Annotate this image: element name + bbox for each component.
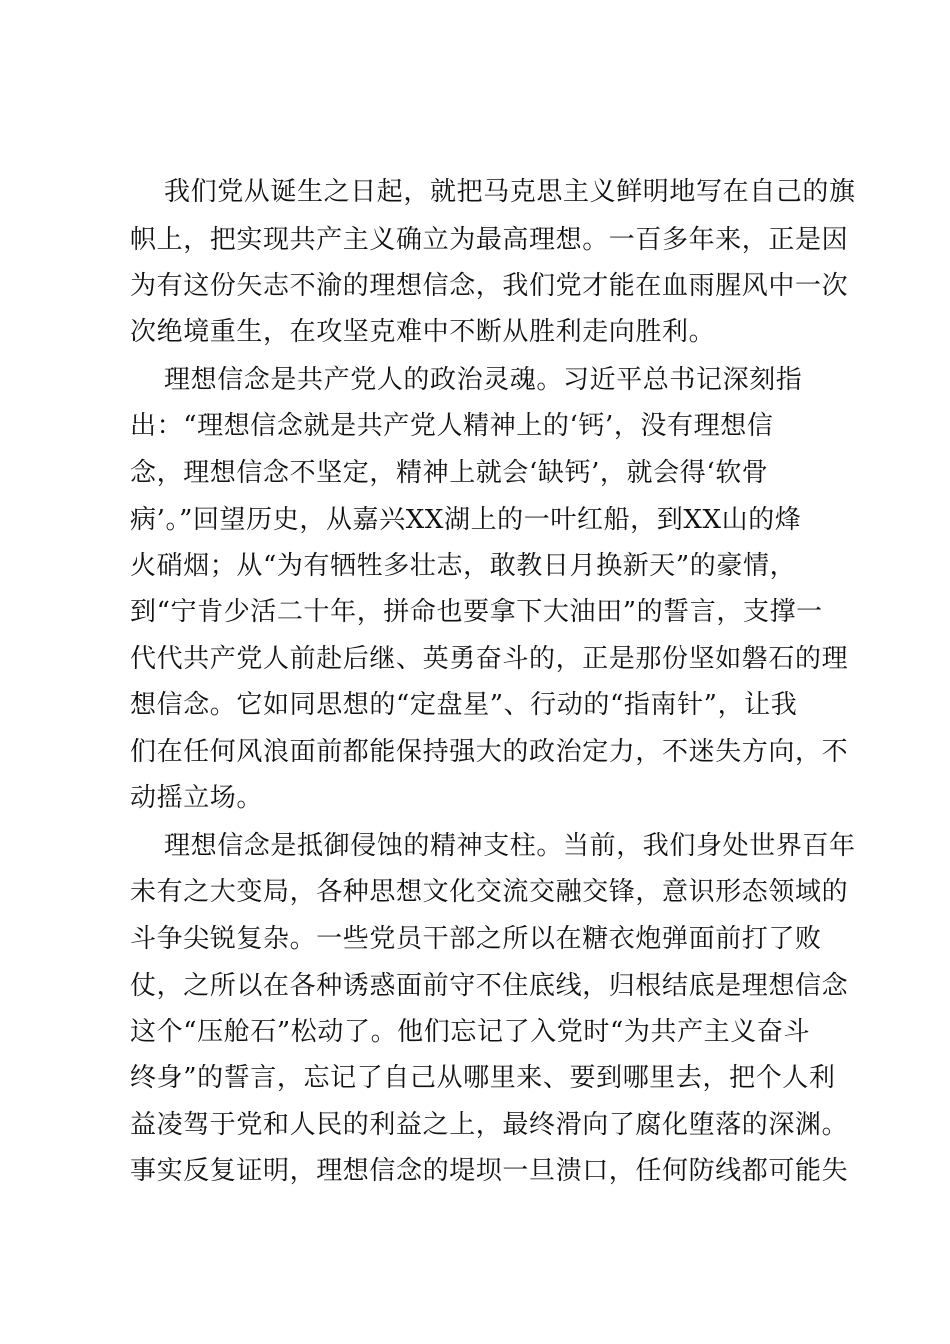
paragraph-3-line-2: 未有之大变局，各种思想文化交流交融交锋，意识形态领域的 <box>130 877 849 907</box>
paragraph-3-line-4: 仗，之所以在各种诱惑面前守不住底线，归根结底是理想信念 <box>130 971 849 1001</box>
paragraph-2-line-2: 出：“理想信念就是共产党人精神上的‘钙’，没有理想信 <box>130 411 774 441</box>
paragraph-1-line-2: 帜上，把实现共产主义确立为最高理想。一百多年来，正是因 <box>130 225 849 255</box>
paragraph-2-line-1: 理想信念是共产党人的政治灵魂。习近平总书记深刻指 <box>164 365 803 395</box>
paragraph-1-line-3: 为有这份矢志不渝的理想信念，我们党才能在血雨腥风中一次 <box>130 271 849 301</box>
paragraph-3-line-5: 这个“压舱石”松动了。他们忘记了入党时“为共产主义奋斗 <box>130 1017 811 1047</box>
paragraph-2-line-6: 到“宁肯少活二十年，拼命也要拿下大油田”的誓言，支撑一 <box>130 597 823 627</box>
paragraph-2-line-4: 病’。”回望历史，从嘉兴XX湖上的一叶红船，到XX山的烽 <box>130 505 802 535</box>
paragraph-2-line-9: 们在任何风浪面前都能保持强大的政治定力，不迷失方向，不 <box>130 737 849 767</box>
paragraph-2-line-8: 想信念。它如同思想的“定盘星”、行动的“指南针”，让我 <box>130 690 798 720</box>
paragraph-2-line-3: 念，理想信念不坚定，精神上就会‘缺钙’，就会得‘软骨 <box>130 458 769 488</box>
paragraph-3-line-7: 益凌驾于党和人民的利益之上，最终滑向了腐化堕落的深渊。 <box>130 1110 849 1140</box>
paragraph-3-line-1: 理想信念是抵御侵蚀的精神支柱。当前，我们身处世界百年 <box>164 831 856 861</box>
paragraph-1-line-4: 次绝境重生，在攻坚克难中不断从胜利走向胜利。 <box>130 317 716 347</box>
paragraph-2-line-7: 代代共产党人前赴后继、英勇奋斗的，正是那份坚如磐石的理 <box>130 644 849 674</box>
paragraph-3-line-8: 事实反复证明，理想信念的堤坝一旦溃口，任何防线都可能失 <box>130 1156 849 1186</box>
paragraph-2-line-10: 动摇立场。 <box>130 783 264 813</box>
paragraph-2-line-5: 火硝烟；从“为有牺牲多壮志，敢教日月换新天”的豪情， <box>130 551 797 581</box>
paragraph-3-line-6: 终身”的誓言，忘记了自己从哪里来、要到哪里去，把个人利 <box>130 1063 836 1093</box>
paragraph-1-line-1: 我们党从诞生之日起，就把马克思主义鲜明地写在自己的旗 <box>164 177 856 207</box>
paragraph-3-line-3: 斗争尖锐复杂。一些党员干部之所以在糖衣炮弹面前打了败 <box>130 924 822 954</box>
